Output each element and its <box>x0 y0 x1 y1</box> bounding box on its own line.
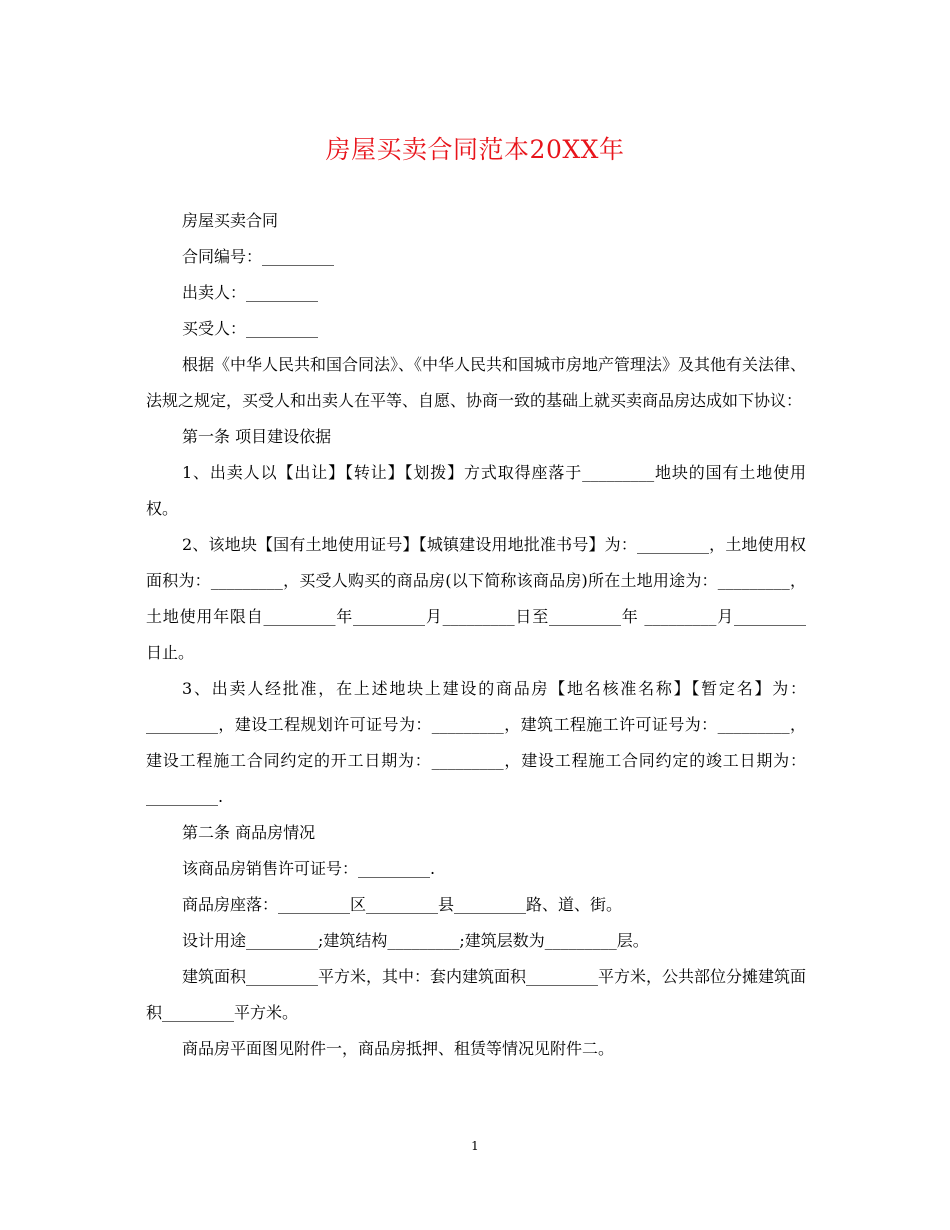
page-number: 1 <box>471 1139 479 1153</box>
paragraph-sales-permit: 该商品房销售许可证号：_________. <box>182 859 436 878</box>
article-one-heading: 第一条 项目建设依据 <box>182 427 332 446</box>
paragraph-preamble: 根据《中华人民共和国合同法》、《中华人民共和国城市房地产管理法》及其他有关法律、法规之规定，买受人和出卖人在平等、自愿、协商一致的基础上就买卖商品房达成如下协议： <box>146 355 807 410</box>
document-title: 房屋买卖合同范本20XX年 <box>325 135 625 164</box>
paragraph-location: 商品房座落：_________区_________县_________路、道、街。 <box>182 895 623 914</box>
article-one-clause-1: 1、出卖人以【出让】【转让】【划拨】方式取得座落于_________地块的国有土地使用权。 <box>146 463 806 518</box>
paragraph-buyer: 买受人：_________ <box>182 319 319 338</box>
article-two-heading: 第二条 商品房情况 <box>182 823 316 842</box>
paragraph-contract-number: 合同编号：_________ <box>182 247 335 266</box>
article-one-clause-3: 3、出卖人经批准，在上述地块上建设的商品房【地名核准名称】【暂定名】为：_________，建设工程规划许可证号为：_________，建筑工程施工许可证号为：_________，建设工程施工合同约定的开工日期为：_________，建设工程施工合同约定的竣工日期为：_________. <box>146 679 806 806</box>
paragraph-seller: 出卖人：_________ <box>182 283 319 302</box>
paragraph-contract-heading: 房屋买卖合同 <box>182 211 279 230</box>
paragraph-attachments: 商品房平面图见附件一，商品房抵押、租赁等情况见附件二。 <box>182 1039 615 1058</box>
paragraph-design-use: 设计用途_________;建筑结构_________;建筑层数为_________层。 <box>182 931 649 950</box>
article-one-clause-2: 2、该地块【国有土地使用证号】【城镇建设用地批准书号】为：_________，土地使用权面积为：_________，买受人购买的商品房(以下简称该商品房)所在土地用途为：_________，土地使用年限自_________年_________月_________日至_________年 _________月_________日止。 <box>146 535 806 662</box>
paragraph-floor-area: 建筑面积_________平方米，其中：套内建筑面积_________平方米，公共部位分摊建筑面积_________平方米。 <box>146 967 807 1022</box>
document-body <box>146 203 806 1067</box>
